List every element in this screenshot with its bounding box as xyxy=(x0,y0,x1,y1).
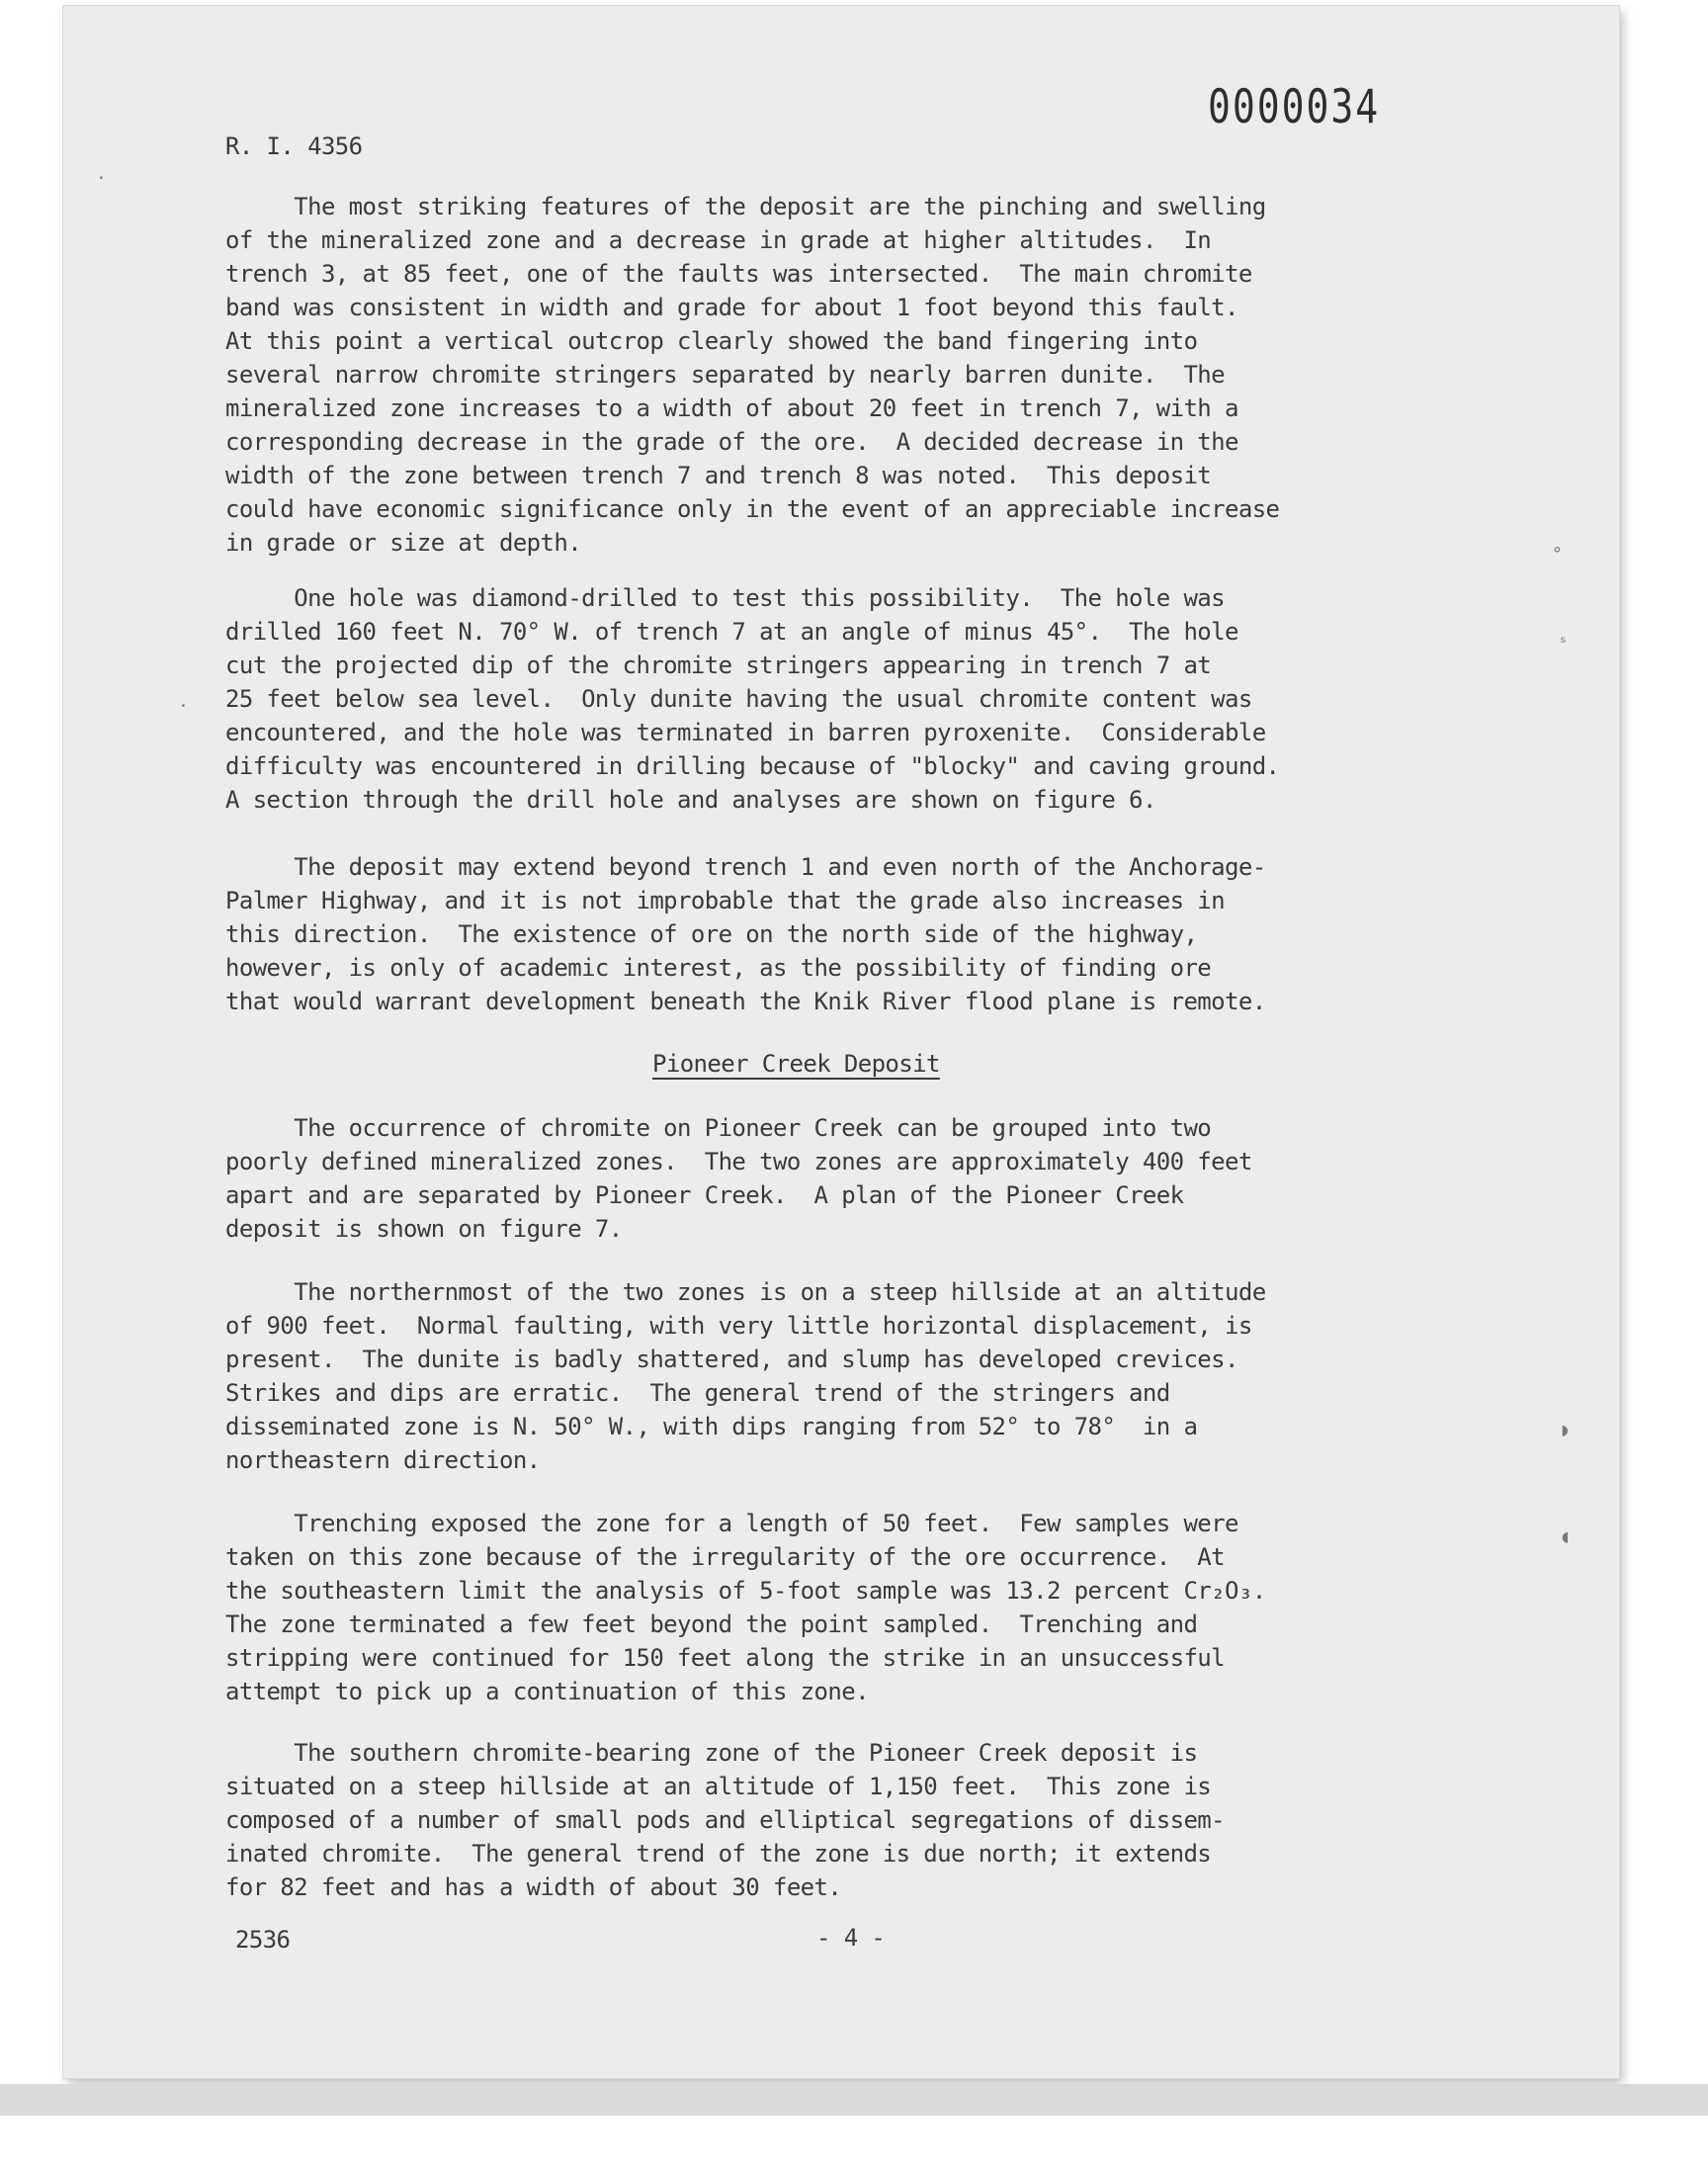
paragraph-line: width of the zone between trench 7 and trench 8 was noted. This deposit xyxy=(225,462,1212,489)
paragraph-line: band was consistent in width and grade for about 1 foot beyond this fault. xyxy=(225,294,1238,321)
paragraph-line: the southeastern limit the analysis of 5-foot sample was 13.2 percent Cr₂O₃. xyxy=(225,1577,1266,1605)
paragraph-line: however, is only of academic interest, as the possibility of finding ore xyxy=(225,954,1212,982)
paragraph-line: A section through the drill hole and analyses are shown on figure 6. xyxy=(225,786,1156,814)
paragraph-line: At this point a vertical outcrop clearly showed the band fingering into xyxy=(225,327,1198,355)
paragraph-line: drilled 160 feet N. 70° W. of trench 7 at an angle of minus 45°. The hole xyxy=(225,618,1238,646)
paragraph-line: could have economic significance only in the event of an appreciable increase xyxy=(225,495,1280,523)
paragraph-line: several narrow chromite stringers separated by nearly barren dunite. The xyxy=(225,361,1225,389)
paragraph-1 xyxy=(225,190,1500,560)
paragraph-line: The zone terminated a few feet beyond the point sampled. Trenching and xyxy=(225,1610,1198,1638)
footer-code: 2536 xyxy=(235,1926,291,1954)
scanner-edge xyxy=(0,2084,1708,2116)
paragraph-line: of 900 feet. Normal faulting, with very little horizontal displacement, is xyxy=(225,1312,1252,1340)
page-number: - 4 - xyxy=(816,1924,886,1952)
scan-speck: · xyxy=(96,168,107,189)
paragraph-4 xyxy=(225,1111,1500,1246)
paragraph-line: that would warrant development beneath the Knik River flood plane is remote. xyxy=(225,988,1266,1015)
paragraph-line: Trenching exposed the zone for a length of 50 feet. Few samples were xyxy=(225,1510,1238,1537)
paragraph-line: One hole was diamond-drilled to test this possibility. The hole was xyxy=(225,584,1225,612)
paragraph-line: taken on this zone because of the irregularity of the ore occurrence. At xyxy=(225,1543,1225,1571)
paragraph-line: situated on a steep hillside at an altitude of 1,150 feet. This zone is xyxy=(225,1773,1212,1800)
paragraph-line: apart and are separated by Pioneer Creek. A plan of the Pioneer Creek xyxy=(225,1181,1184,1209)
scan-speck: ◖ xyxy=(1560,1526,1571,1547)
paragraph-line: stripping were continued for 150 feet along the strike in an unsuccessful xyxy=(225,1644,1225,1672)
scan-speck: ˢ xyxy=(1558,633,1569,653)
paragraph-line: attempt to pick up a continuation of this zone. xyxy=(225,1678,869,1705)
paragraph-line: The occurrence of chromite on Pioneer Creek can be grouped into two xyxy=(225,1114,1212,1142)
paragraph-line: Palmer Highway, and it is not improbable that the grade also increases in xyxy=(225,887,1225,914)
paragraph-line: The most striking features of the deposit are the pinching and swelling xyxy=(225,193,1266,220)
scan-speck: ◗ xyxy=(1560,1420,1571,1440)
scan-speck: · xyxy=(178,696,189,717)
paragraph-line: of the mineralized zone and a decrease in grade at higher altitudes. In xyxy=(225,226,1212,254)
paragraph-7 xyxy=(225,1736,1500,1904)
scan-speck: ° xyxy=(1552,544,1563,565)
paragraph-3 xyxy=(225,850,1500,1018)
paragraph-line: in grade or size at depth. xyxy=(225,529,582,557)
paragraph-line: trench 3, at 85 feet, one of the faults was intersected. The main chromite xyxy=(225,260,1252,288)
paragraph-line: for 82 feet and has a width of about 30 feet. xyxy=(225,1873,842,1901)
paragraph-line: difficulty was encountered in drilling because of "blocky" and caving ground. xyxy=(225,752,1280,780)
section-heading: Pioneer Creek Deposit xyxy=(652,1050,940,1078)
paragraph-line: composed of a number of small pods and elliptical segregations of dissem- xyxy=(225,1806,1225,1834)
report-id: R. I. 4356 xyxy=(225,132,363,160)
paragraph-line: The southern chromite-bearing zone of the Pioneer Creek deposit is xyxy=(225,1739,1198,1767)
paragraph-6 xyxy=(225,1507,1500,1708)
paragraph-2 xyxy=(225,581,1500,817)
paragraph-line: encountered, and the hole was terminated in barren pyroxenite. Considerable xyxy=(225,719,1266,746)
paragraph-line: present. The dunite is badly shattered, and slump has developed crevices. xyxy=(225,1346,1238,1373)
paragraph-line: cut the projected dip of the chromite stringers appearing in trench 7 at xyxy=(225,652,1212,679)
paragraph-line: this direction. The existence of ore on the north side of the highway, xyxy=(225,920,1198,948)
paragraph-line: northeastern direction. xyxy=(225,1446,541,1474)
paragraph-line: The deposit may extend beyond trench 1 and even north of the Anchorage- xyxy=(225,853,1266,881)
paragraph-line: Strikes and dips are erratic. The general trend of the stringers and xyxy=(225,1379,1170,1407)
paragraph-5 xyxy=(225,1275,1500,1477)
document-number: 0000034 xyxy=(1208,79,1381,133)
paragraph-line: The northernmost of the two zones is on a steep hillside at an altitude xyxy=(225,1278,1266,1306)
paragraph-line: corresponding decrease in the grade of the ore. A decided decrease in the xyxy=(225,428,1238,456)
paragraph-line: mineralized zone increases to a width of about 20 feet in trench 7, with a xyxy=(225,394,1238,422)
paragraph-line: deposit is shown on figure 7. xyxy=(225,1215,623,1243)
paragraph-line: 25 feet below sea level. Only dunite having the usual chromite content was xyxy=(225,685,1252,713)
paragraph-line: poorly defined mineralized zones. The two zones are approximately 400 feet xyxy=(225,1148,1252,1175)
paragraph-line: disseminated zone is N. 50° W., with dips ranging from 52° to 78° in a xyxy=(225,1413,1198,1440)
paragraph-line: inated chromite. The general trend of the zone is due north; it extends xyxy=(225,1840,1212,1868)
